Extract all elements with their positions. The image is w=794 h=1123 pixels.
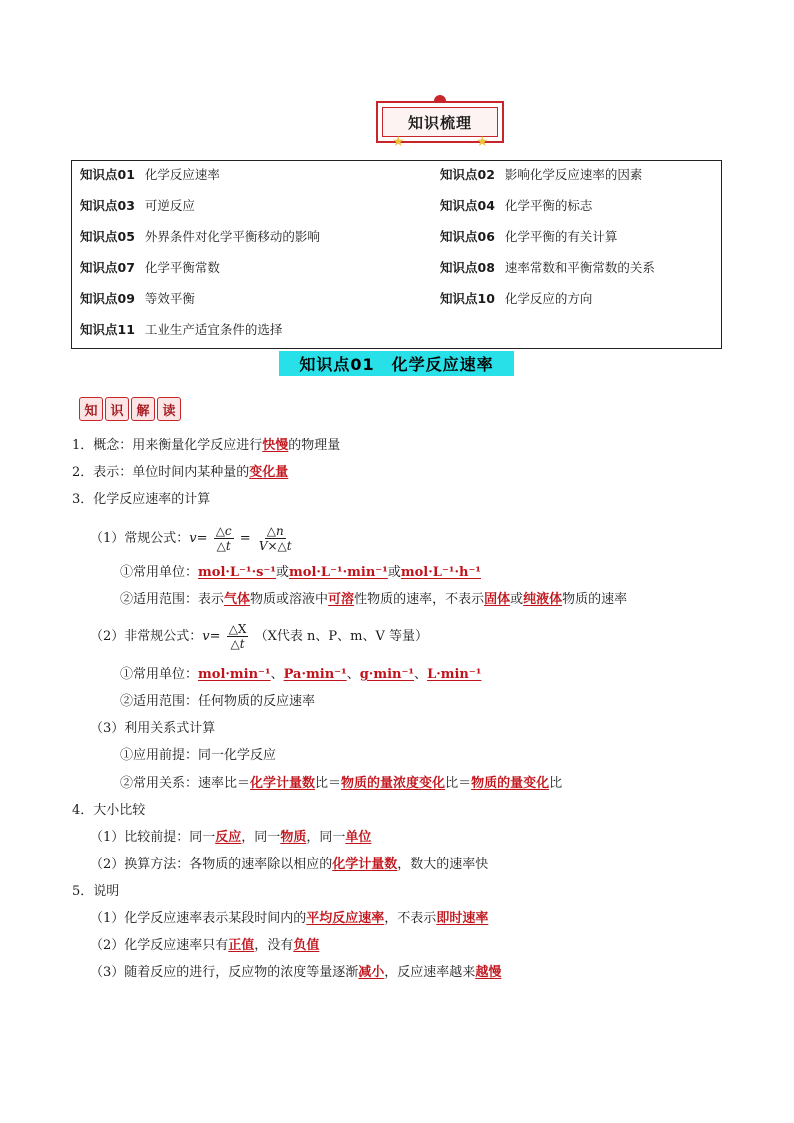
star-icon: ★ (392, 134, 405, 150)
tile: 解 (131, 397, 155, 421)
toc-item: 知识点05 外界条件对化学平衡移动的影响 (80, 229, 320, 244)
section-title: 知识点01 化学反应速率 (279, 351, 514, 376)
content-line: 1．概念：用来衡量化学反应进行快慢的物理量 (72, 438, 341, 453)
tile: 识 (105, 397, 129, 421)
content-line: 5．说明 (72, 884, 120, 899)
content-line: （1）化学反应速率表示某段时间内的平均反应速率，不表示即时速率 (90, 911, 489, 926)
content-line: （2）换算方法：各物质的速率除以相应的化学计量数，数大的速率快 (90, 857, 489, 872)
content-line: ②常用关系：速率比＝化学计量数比＝物质的量浓度变化比＝物质的量变化比 (120, 776, 563, 791)
fraction: $\frac{\triangle c}{\triangle t}$ (215, 524, 232, 553)
content-line: ②适用范围：表示气体物质或溶液中可溶性物质的速率，不表示固体或纯液体物质的速率 (120, 592, 628, 607)
toc-item: 知识点04 化学平衡的标志 (440, 198, 593, 213)
content-line: （3）随着反应的进行，反应物的浓度等量逐渐减小，反应速率越来越慢 (90, 965, 502, 980)
toc-item: 知识点03 可逆反应 (80, 198, 195, 213)
toc-item: 知识点11 工业生产适宜条件的选择 (80, 322, 283, 337)
toc-item: 知识点09 等效平衡 (80, 291, 195, 306)
content-line: （3）利用关系式计算 (90, 721, 216, 736)
knowledge-tiles (79, 397, 181, 421)
fraction: $\frac{\triangle n}{V\times\triangle t}$ (258, 524, 292, 553)
toc-item: 知识点01 化学反应速率 (80, 167, 220, 182)
toc-item: 知识点07 化学平衡常数 (80, 260, 220, 275)
content-line: 3．化学反应速率的计算 (72, 492, 211, 507)
tile: 知 (79, 397, 103, 421)
header-badge (376, 95, 506, 151)
toc-box (71, 160, 722, 349)
content-line: 2．表示：单位时间内某种量的变化量 (72, 465, 289, 480)
toc-item: 知识点02 影响化学反应速率的因素 (440, 167, 643, 182)
content-line: ①常用单位：mol·L⁻¹·s⁻¹或mol·L⁻¹·min⁻¹或mol·L⁻¹·h⁻¹ (120, 565, 481, 580)
toc-item: 知识点06 化学平衡的有关计算 (440, 229, 618, 244)
content-line: 4．大小比较 (72, 803, 146, 818)
content-line: ①应用前提：同一化学反应 (120, 748, 277, 763)
tile: 读 (157, 397, 181, 421)
content-line: ①常用单位：mol·min⁻¹、Pa·min⁻¹、g·min⁻¹、L·min⁻¹ (120, 667, 482, 682)
badge-title: 知识梳理 (382, 107, 498, 137)
formula-line: （1）常规公式：v= $\frac{\triangle c}{\triangle t}$ = $\frac{\triangle n}{V\times\triangle t}$ (90, 524, 292, 553)
formula-line: （2）非常规公式：v= $\frac{\triangle X}{\triangle t}$ （X代表 n、P、m、V 等量） (90, 622, 428, 651)
toc-item: 知识点10 化学反应的方向 (440, 291, 593, 306)
toc-item: 知识点08 速率常数和平衡常数的关系 (440, 260, 655, 275)
content-line: （2）化学反应速率只有正值，没有负值 (90, 938, 320, 953)
fraction: $\frac{\triangle X}{\triangle t}$ (228, 622, 247, 651)
content-line: （1）比较前提：同一反应，同一物质，同一单位 (90, 830, 372, 845)
star-icon: ★ (476, 134, 489, 150)
content-line: ②适用范围：任何物质的反应速率 (120, 694, 316, 709)
